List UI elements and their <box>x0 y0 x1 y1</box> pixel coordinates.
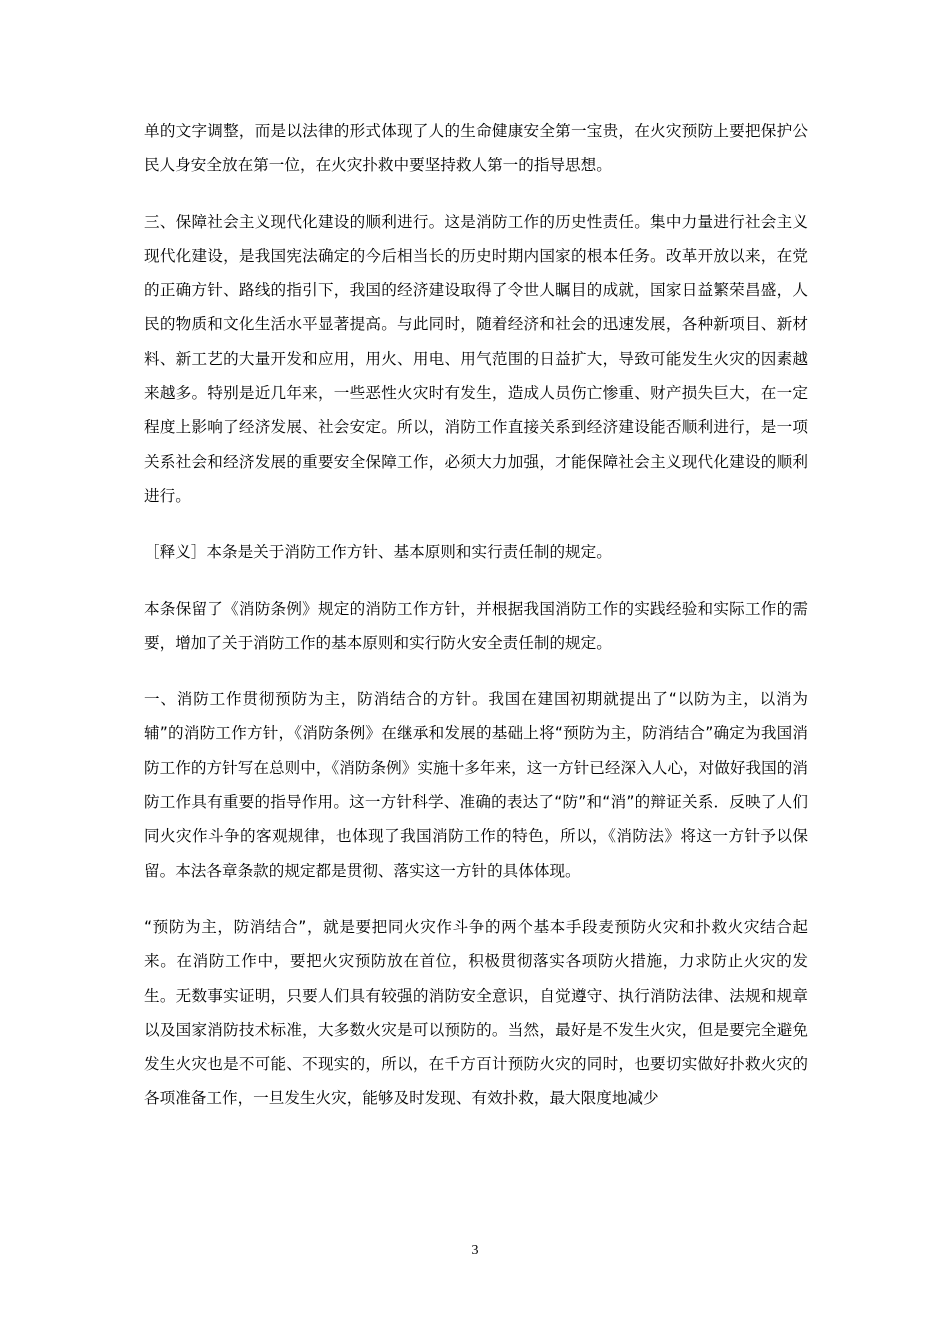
paragraph-1: 单的文字调整，而是以法律的形式体现了人的生命健康安全第一宝贵，在火灾预防上要把保护公民人身安全放在第一位，在火灾扑救中要坚持救人第一的指导思想。 <box>144 122 808 175</box>
paragraph-6: “预防为主，防消结合”，就是要把同火灾作斗争的两个基本手段麦预防火灾和扑救火灾结合起来。在消防工作中，要把火灾预防放在首位，积极贯彻落实各项防火措施，力求防止火灾的发生。无数事实证明，只要人们具有较强的消防安全意识，自觉遵守、执行消防法律、法规和规章以及国家消防技术标准，大多数火灾是可以预防的。当然，最好是不发生火灾，但是要完全避免发生火灾也是不可能、不现实的，所以，在千方百计预防火灾的同时，也要切实做好扑救火灾的各项准备工作，一旦发生火灾，能够及时发现、有效扑救，最大限度地减少 <box>144 917 808 1108</box>
paragraph-3: ［释义］本条是关于消防工作方针、基本原则和实行责任制的规定。 <box>144 543 612 562</box>
page-number: 3 <box>471 1243 479 1258</box>
paragraph-4: 本条保留了《消防条例》规定的消防工作方针，并根据我国消防工作的实践经验和实际工作的需要，增加了关于消防工作的基本原则和实行防火安全责任制的规定。 <box>144 599 808 652</box>
paragraph-5: 一、消防工作贯彻预防为主，防消结合的方针。我国在建国初期就提出了“以防为主，以消为辅”的消防工作方针，《消防条例》在继承和发展的基础上将“预防为主，防消结合”确定为我国消防工作的方针写在总则中，《消防条例》实施十多年来，这一方针已经深入人心，对做好我国的消防工作具有重要的指导作用。这一方针科学、准确的表达了“防”和“消”的辩证关系．反映了人们同火灾作斗争的客观规律，也体现了我国消防工作的特色，所以，《消防法》将这一方针予以保留。本法各章条款的规定都是贯彻、落实这一方针的具体体现。 <box>144 690 808 880</box>
paragraph-2: 三、保障社会主义现代化建设的顺利进行。这是消防工作的历史性责任。集中力量进行社会主义现代化建设，是我国宪法确定的今后相当长的历史时期内国家的根本任务。改革开放以来，在党的正确方针、路线的指引下，我国的经济建设取得了令世人瞩目的成就，国家日益繁荣昌盛，人民的物质和文化生活水平显著提高。与此同时，随着经济和社会的迅速发展，各种新项目、新材料、新工艺的大量开发和应用，用火、用电、用气范围的日益扩大，导致可能发生火灾的因素越来越多。特别是近几年来，一些恶性火灾时有发生，造成人员伤亡惨重、财产损失巨大，在一定程度上影响了经济发展、社会安定。所以，消防工作直接关系到经济建设能否顺利进行，是一项关系社会和经济发展的重要安全保障工作，必须大力加强，才能保障社会主义现代化建设的顺利进行。 <box>144 212 808 505</box>
body-text <box>144 114 808 1138</box>
